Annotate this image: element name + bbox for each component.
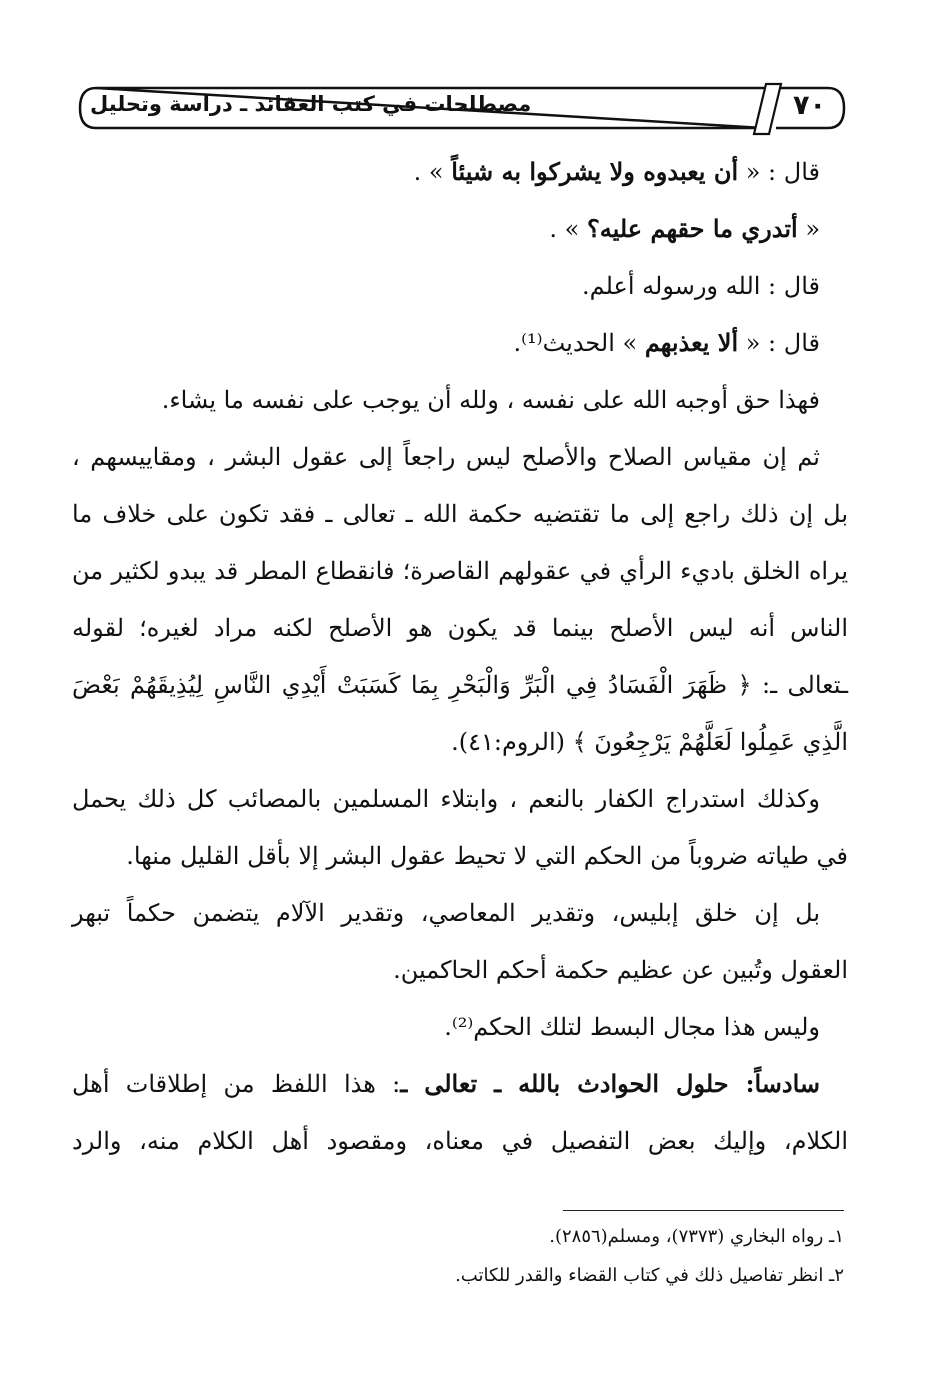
text-line: قال : الله ورسوله أعلم. [581,272,820,300]
text-line: العقول وتُبين عن عظيم حكمة أحكم الحاكمين. [393,956,848,984]
text-line: بل إن ذلك راجع إلى ما تقتضيه حكمة الله ـ تعالى ـ فقد تكون على خلاف ما [72,500,848,528]
text-line: بل إن خلق إبليس، وتقدير المعاصي، وتقدير الآلام يتضمن حكماً تبهر [72,899,820,927]
text-line: ثم إن مقياس الصلاح والأصلح ليس راجعاً إلى عقول البشر ، ومقاييسهم ، [72,443,820,471]
section-heading-line: سادساً: حلول الحوادث بالله ـ تعالى ـ: هذا اللفظ من إطلاقات أهل [72,1069,820,1098]
text-line: في طياته ضروباً من الحكم التي لا تحيط عقول البشر إلا بأقل القليل منها. [126,842,848,870]
quran-verse-line: الَّذِي عَمِلُوا لَعَلَّهُمْ يَرْجِعُونَ ﴾ (الروم:٤١). [451,728,848,756]
text-line: « أتدري ما حقهم عليه؟ » . [549,214,820,243]
footnote-separator [563,1210,844,1211]
page-number: ٧٠ [793,90,826,121]
quran-verse-line: ـتعالى ـ: ﴿ ظَهَرَ الْفَسَادُ فِي الْبَرِّ وَالْبَحْرِ بِمَا كَسَبَتْ أَيْدِي النَّاسِ لِيُذِيقَهُمْ بَعْضَ [72,671,848,699]
book-title: مصطلحات في كتب العقائد ـ دراسة وتحليل [90,92,532,116]
text-line: يراه الخلق باديء الرأي في عقولهم القاصرة؛ فانقطاع المطر قد يبدو لكثير من [72,557,848,585]
text-line: الناس أنه ليس الأصلح بينما قد يكون هو الأصلح لكنه مراد لغيره؛ لقوله [72,614,848,642]
footnote-1: ١ـ رواه البخاري (٧٣٧٣)، ومسلم(٢٨٥٦). [549,1226,844,1247]
text-line: وليس هذا مجال البسط لتلك الحكم⁽²⁾. [444,1013,820,1041]
text-line: قال : « ألا يعذبهم » الحديث⁽¹⁾. [513,328,820,357]
text-line: الكلام، وإليك بعض التفصيل في معناه، ومقصود أهل الكلام منه، والرد [72,1127,848,1155]
text-line: قال : « أن يعبدوه ولا يشركوا به شيئاً » . [413,157,820,186]
text-line: وكذلك استدراج الكفار بالنعم ، وابتلاء المسلمين بالمصائب كل ذلك يحمل [72,785,820,813]
page-header [76,80,848,136]
text-line: فهذا حق أوجبه الله على نفسه ، ولله أن يوجب على نفسه ما يشاء. [161,386,820,414]
main-text [72,150,848,1176]
footnote-2: ٢ـ انظر تفاصيل ذلك في كتاب القضاء والقدر للكاتب. [455,1265,844,1286]
